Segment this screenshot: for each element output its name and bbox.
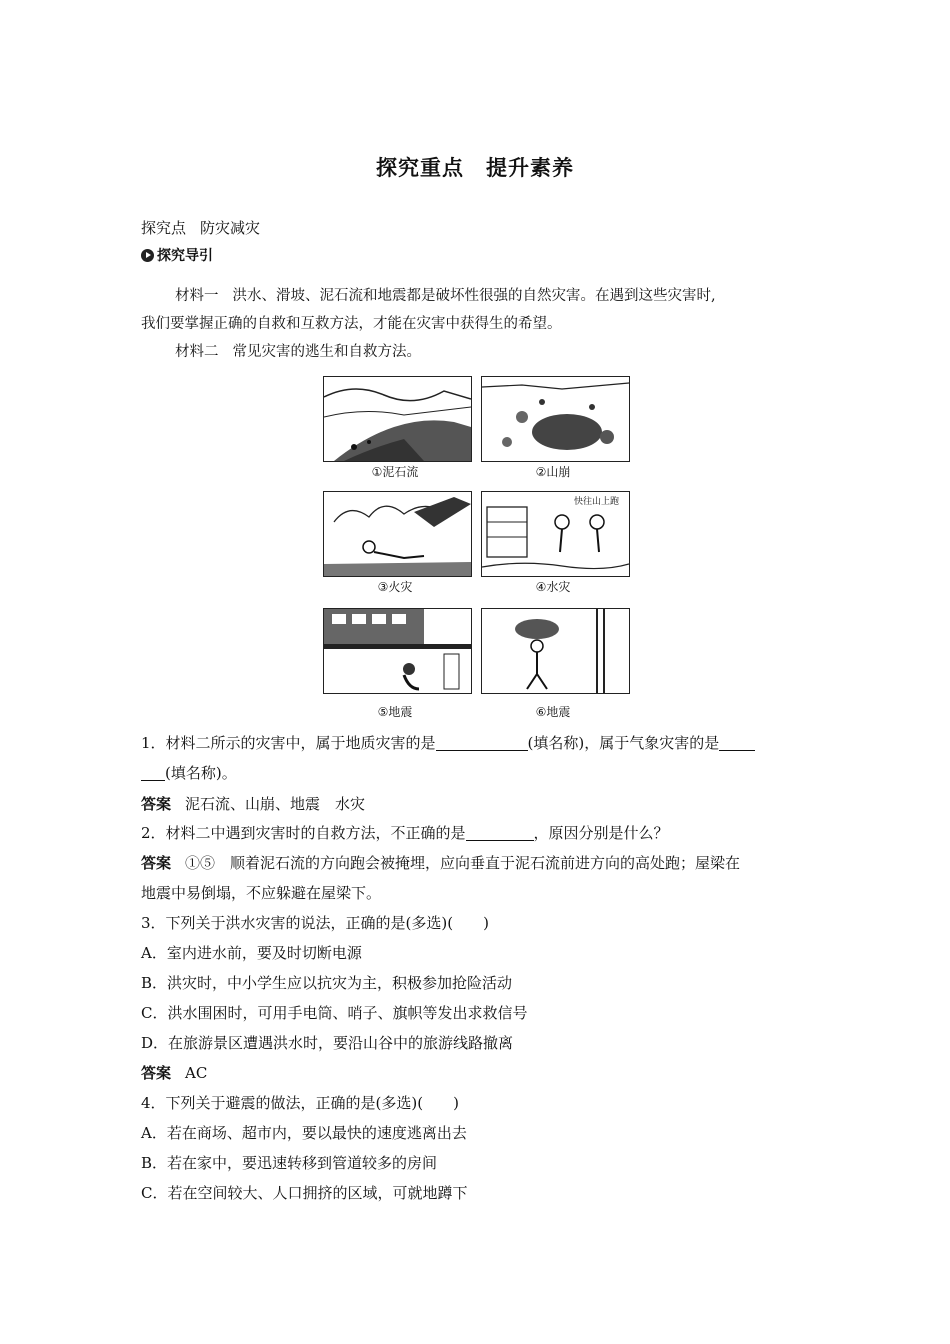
figure-landslide xyxy=(481,376,630,462)
q4-option-c: C．若在空间较大、人口拥挤的区域，可就地蹲下 xyxy=(141,1184,468,1202)
caption-5: ⑤地震 xyxy=(377,705,413,719)
guide-label: 探究导引 xyxy=(157,248,213,264)
material-two-label: 材料二 xyxy=(175,344,219,360)
caption-3: ③火灾 xyxy=(377,580,413,594)
q3-option-d: D．在旅游景区遭遇洪水时，要沿山谷中的旅游线路撤离 xyxy=(141,1034,514,1052)
section-label: 探究点 xyxy=(141,219,187,237)
play-circle-icon xyxy=(141,249,154,262)
answer-label: 答案 xyxy=(141,795,172,813)
material-two-text: 常见灾害的逃生和自救方法。 xyxy=(232,344,421,360)
guide-heading xyxy=(141,245,213,265)
title-part-2: 提升素养 xyxy=(486,156,574,180)
material-one-label: 材料一 xyxy=(175,288,219,304)
page-title xyxy=(0,152,950,182)
caption-1: ①泥石流 xyxy=(371,465,419,479)
q3-option-b: B．洪灾时，中小学生应以抗灾为主，积极参加抢险活动 xyxy=(141,974,513,992)
q1-blank-2a xyxy=(719,732,755,751)
figure-earthquake-2 xyxy=(481,608,630,694)
q4-option-a: A．若在商场、超市内，要以最快的速度逃离出去 xyxy=(141,1124,467,1142)
question-1 xyxy=(141,728,821,788)
answer-label: 答案 xyxy=(141,854,172,872)
q2-blank xyxy=(466,822,534,841)
flood-sign-text: 快往山上跑 xyxy=(573,497,619,507)
caption-2: ②山崩 xyxy=(535,465,571,479)
figure-earthquake-1 xyxy=(323,608,472,694)
question-3 xyxy=(141,908,821,1208)
q3-option-c: C．洪水围困时，可用手电筒、哨子、旗帜等发出求救信号 xyxy=(141,1004,528,1022)
q1-text-a: 1．材料二所示的灾害中，属于地质灾害的是 xyxy=(141,734,436,752)
q1-text-b: (填名称)，属于气象灾害的是 xyxy=(527,734,720,752)
figure-fire xyxy=(323,491,472,577)
material-one xyxy=(141,282,811,338)
q3-option-a: A．室内进水前，要及时切断电源 xyxy=(141,944,362,962)
answer-2 xyxy=(141,848,821,908)
section-topic: 防灾减灾 xyxy=(200,219,261,237)
q4-option-b: B．若在家中，要迅速转移到管道较多的房间 xyxy=(141,1154,438,1172)
q3-text: 3．下列关于洪水灾害的说法，正确的是(多选)( ) xyxy=(141,914,489,932)
title-part-1: 探究重点 xyxy=(376,156,464,180)
figure-debris-flow xyxy=(323,376,472,462)
section-heading xyxy=(141,217,260,238)
figure-flood xyxy=(481,491,630,577)
question-2 xyxy=(141,818,821,848)
q2-text-a: 2．材料二中遇到灾害时的自救方法，不正确的是 xyxy=(141,824,466,842)
material-one-line2: 我们要掌握正确的自救和互救方法，才能在灾害中获得生的希望。 xyxy=(141,316,562,332)
answer-1 xyxy=(141,789,821,819)
material-one-line1: 洪水、滑坡、泥石流和地震都是破坏性很强的自然灾害。在遇到这些灾害时, xyxy=(232,288,716,304)
q2-text-b: ，原因分别是什么？ xyxy=(533,824,669,842)
q4-text: 4．下列关于避震的做法，正确的是(多选)( ) xyxy=(141,1094,459,1112)
answer-2-line1: ①⑤ 顺着泥石流的方向跑会被掩埋，应向垂直于泥石流前进方向的高处跑；屋梁在 xyxy=(185,854,741,872)
answer-2-line2: 地震中易倒塌，不应躲避在屋梁下。 xyxy=(141,884,382,902)
q1-text-c: (填名称)。 xyxy=(165,764,237,782)
material-two xyxy=(141,338,811,366)
caption-6: ⑥地震 xyxy=(535,705,571,719)
answer-1-text: 泥石流、山崩、地震 水灾 xyxy=(185,795,366,813)
q1-blank-1 xyxy=(436,732,528,751)
caption-4: ④水灾 xyxy=(535,580,571,594)
q1-blank-2b xyxy=(141,762,165,781)
answer-label: 答案 xyxy=(141,1064,172,1082)
answer-3-text: AC xyxy=(185,1064,208,1082)
